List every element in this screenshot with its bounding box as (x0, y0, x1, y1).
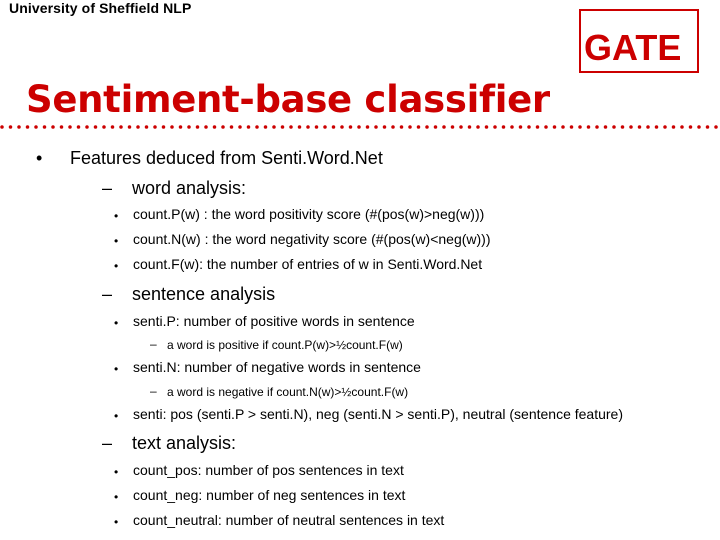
dash-symbol: – (102, 433, 113, 453)
dash-symbol: – (150, 337, 157, 351)
header-org: University of Sheffield NLP (9, 0, 192, 16)
text-analysis-heading: text analysis: (132, 433, 237, 453)
sentence-item-senti: senti: pos (senti.P > senti.N), neg (senti.N > senti.P), neutral (sentence feature) (133, 406, 623, 422)
sentiN-note: a word is negative if count.N(w)>½count.F(w) (167, 385, 409, 399)
bullet-symbol: • (114, 234, 119, 248)
text-item-count-neg: count_neg: number of neg sentences in text (133, 487, 406, 503)
bullet-symbol: • (114, 515, 119, 529)
sentence-item-sentiN: senti.N: number of negative words in sentence (133, 359, 421, 375)
word-item-countP: count.P(w) : the word positivity score (#(pos(w)>neg(w))) (133, 206, 485, 222)
bullet-symbol: • (114, 362, 119, 376)
bullet-symbol: • (114, 209, 119, 223)
text-item-count-pos: count_pos: number of pos sentences in text (133, 462, 404, 478)
bullet-symbol: • (114, 490, 119, 504)
sentence-analysis-heading: sentence analysis (132, 284, 276, 304)
bullet-symbol: • (114, 409, 119, 423)
bullet-symbol: • (36, 148, 43, 168)
bullet-symbol: • (114, 259, 119, 273)
slide-title: Sentiment-base classifier (26, 78, 550, 121)
word-item-countN: count.N(w) : the word negativity score (#(pos(w)<neg(w))) (133, 231, 491, 247)
bullet-symbol: • (114, 465, 119, 479)
sentence-item-sentiP: senti.P: number of positive words in sentence (133, 313, 415, 329)
dash-symbol: – (102, 178, 113, 198)
dotted-divider (0, 122, 720, 132)
gate-logo (575, 6, 705, 78)
bullet-main: Features deduced from Senti.Word.Net (70, 148, 383, 168)
text-item-count-neutral: count_neutral: number of neutral sentences in text (133, 512, 445, 528)
dash-symbol: – (102, 284, 113, 304)
word-item-countF: count.F(w): the number of entries of w in Senti.Word.Net (133, 256, 483, 272)
gate-logo-text: GATE (584, 27, 682, 68)
bullet-symbol: • (114, 316, 119, 330)
dash-symbol: – (150, 384, 157, 398)
word-analysis-heading: word analysis: (132, 178, 247, 198)
sentiP-note: a word is positive if count.P(w)>½count.F(w) (167, 338, 403, 352)
